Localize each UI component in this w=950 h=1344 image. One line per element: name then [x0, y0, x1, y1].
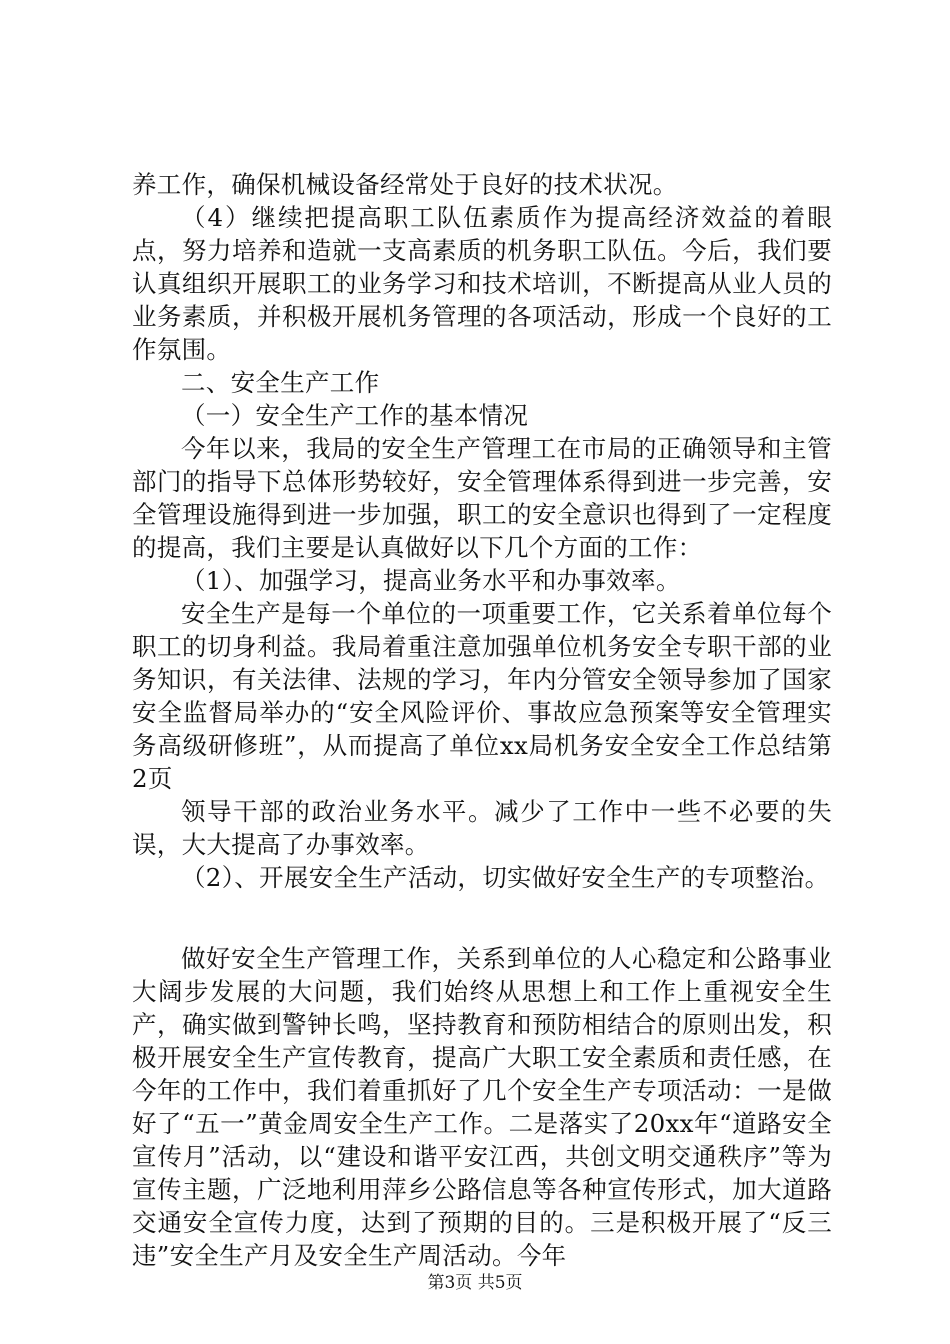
- paragraph-efficiency: 领导干部的政治业务水平。减少了工作中一些不必要的失误，大大提高了办事效率。: [132, 797, 832, 859]
- section-heading: 二、安全生产工作: [181, 368, 380, 397]
- paragraph-overview: 今年以来，我局的安全生产管理工在市局的正确领导和主管部门的指导下总体形势较好，安全管理体系得到进一步完善，安全管理设施得到进一步加强，职工的安全意识也得到了一定程度的提高，我们主要是认真做好以下几个方面的工作：: [132, 434, 832, 562]
- paragraph-gap: [132, 894, 832, 942]
- paragraph-item-4: （4）继续把提高职工队伍素质作为提高经济效益的着眼点，努力培养和造就一支高素质的机务职工队伍。今后，我们要认真组织开展职工的业务学习和技术培训，不断提高从业人员的业务素质，并积极开展机务管理的各项活动，形成一个良好的工作氛围。: [132, 203, 832, 364]
- paragraph-study: 安全生产是每一个单位的一项重要工作，它关系着单位每个职工的切身利益。我局着重注意加强单位机务安全专职干部的业务知识，有关法律、法规的学习，年内分管安全领导参加了国家安全监督局举办的“安全风险评价、事故应急预案等安全管理实务高级研修班”，从而提高了单位xx局机务安全安全工作总结第2页: [132, 599, 832, 793]
- paragraph-continuation: 养工作，确保机械设备经常处于良好的技术状况。: [132, 170, 678, 199]
- item-heading-1: （1）、加强学习，提高业务水平和办事效率。: [181, 566, 681, 595]
- paragraph-activities: 做好安全生产管理工作，关系到单位的人心稳定和公路事业大阔步发展的大问题，我们始终从思想上和工作上重视安全生产，确实做到警钟长鸣，坚持教育和预防相结合的原则出发，积极开展安全生产宣传教育，提高广大职工安全素质和责任感，在今年的工作中，我们着重抓好了几个安全生产专项活动：一是做好了“五一”黄金周安全生产工作。二是落实了20xx年“道路安全宣传月”活动，以“建设和谐平安江西，共创文明交通秩序”等为宣传主题，广泛地利用萍乡公路信息等各种宣传形式，加大道路交通安全宣传力度，达到了预期的目的。三是积极开展了“反三违”安全生产月及安全生产周活动。今年: [132, 944, 833, 1270]
- item-heading-2: （2）、开展安全生产活动，切实做好安全生产的专项整治。: [181, 863, 830, 892]
- subsection-heading: （一）安全生产工作的基本情况: [181, 401, 529, 430]
- page-footer: 第3页 共5页: [427, 1273, 523, 1293]
- document-body: [132, 168, 832, 1272]
